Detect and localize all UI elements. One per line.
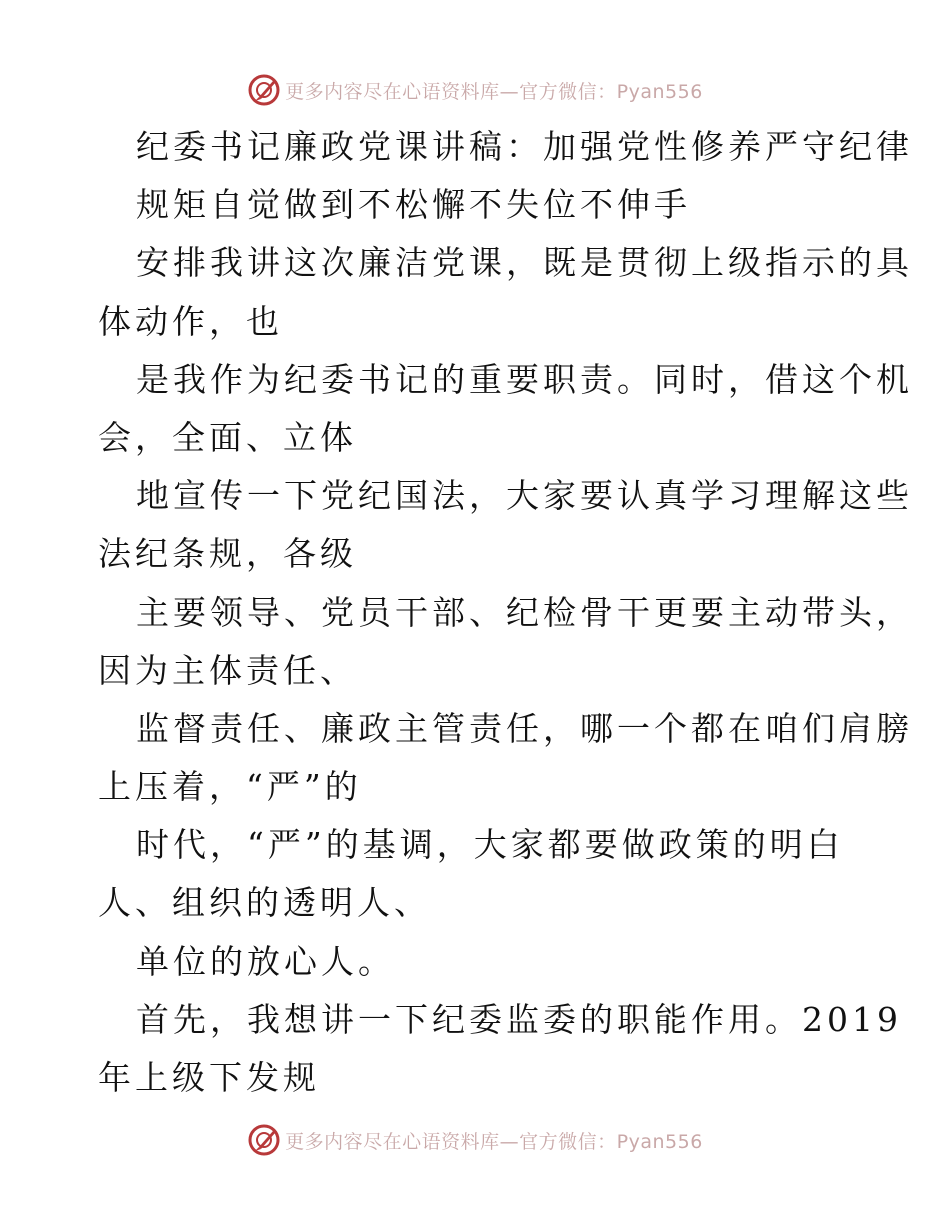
paragraph-line: 法纪条规，各级 bbox=[98, 534, 357, 574]
watermark-text: 更多内容尽在心语资料库—官方微信：Pyan556 bbox=[285, 80, 703, 103]
paragraph-line: 单位的放心人。 bbox=[136, 941, 395, 981]
header-watermark bbox=[0, 70, 950, 110]
paragraph-line: 首先，我想讲一下纪委监委的职能作用。2019 bbox=[136, 999, 902, 1039]
paragraph-line: 主要领导、党员干部、纪检骨干更要主动带头， bbox=[136, 592, 913, 632]
document-body bbox=[98, 118, 913, 1107]
paragraph-line: 年上级下发规 bbox=[98, 1058, 320, 1097]
document-title-line-1: 纪委书记廉政党课讲稿：加强党性修养严守纪律 bbox=[136, 127, 913, 166]
paragraph-line: 是我作为纪委书记的重要职责。同时，借这个机 bbox=[136, 359, 913, 399]
paragraph-line: 体动作，也 bbox=[98, 301, 283, 341]
paragraph-line: 上压着，“严”的 bbox=[98, 767, 362, 807]
paragraph-line: 人、组织的透明人、 bbox=[98, 883, 431, 923]
paragraph-line: 地宣传一下党纪国法，大家要认真学习理解这些 bbox=[136, 476, 913, 516]
footer-watermark bbox=[0, 1120, 950, 1160]
watermark-text: 更多内容尽在心语资料库—官方微信：Pyan556 bbox=[285, 1130, 703, 1153]
paragraph-line: 会，全面、立体 bbox=[98, 417, 357, 457]
paragraph-line: 时代，“严”的基调，大家都要做政策的明白 bbox=[136, 825, 844, 865]
paragraph-line: 监督责任、廉政主管责任，哪一个都在咱们肩膀 bbox=[136, 708, 913, 748]
paragraph-line: 因为主体责任、 bbox=[98, 650, 357, 690]
watermark-logo-icon bbox=[247, 1123, 281, 1157]
watermark-logo-icon bbox=[247, 73, 281, 107]
paragraph-line: 安排我讲这次廉洁党课，既是贯彻上级指示的具 bbox=[136, 243, 913, 283]
document-title-line-2: 规矩自觉做到不松懈不失位不伸手 bbox=[136, 185, 691, 225]
